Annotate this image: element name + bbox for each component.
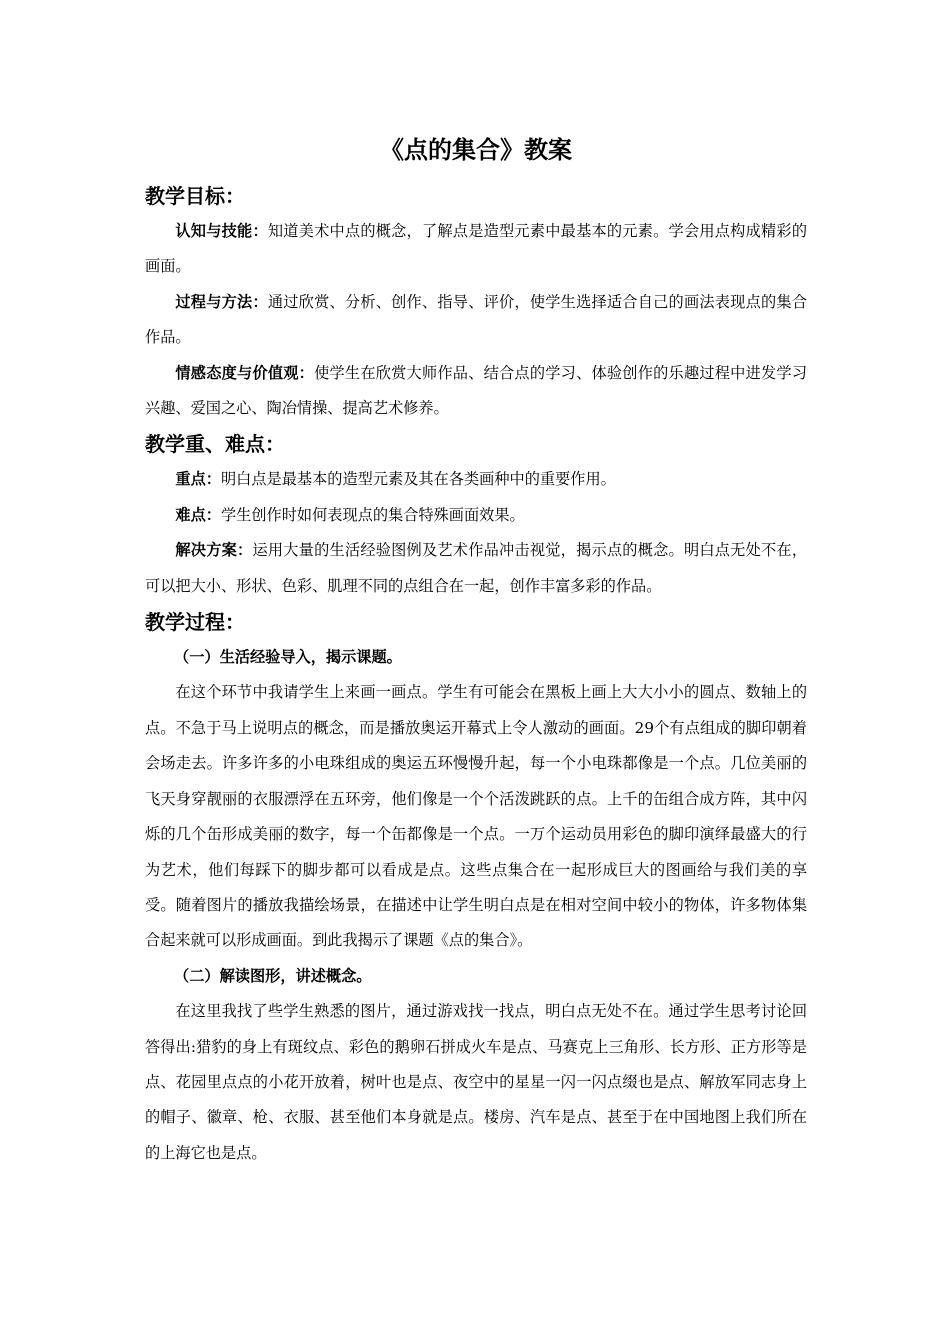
- keypoint-label: 解决方案：: [175, 541, 253, 560]
- goal-label: 情感态度与价值观：: [175, 363, 315, 382]
- process-section2-text: 在这里我找了些学生熟悉的图片，通过游戏找一找点，明白点无处不在。通过学生思考讨论回答得出:猎豹的身上有斑纹点、彩色的鹅卵石拼成火车是点、马赛克上三角形、长方形、正方形等是点、花园里点点的小花开放着，树叶也是点、夜空中的星星一闪一闪点缀也是点、解放军同志身上的帽子、徽章、枪、衣服、甚至他们本身就是点。楼房、汽车是点、甚至于在中国地图上我们所在的上海它也是点。: [145, 1002, 807, 1162]
- keypoint-text: 学生创作时如何表现点的集合特殊画面效果。: [220, 505, 525, 524]
- keypoint-solution: [145, 533, 807, 604]
- keypoint-difficulty: [145, 498, 807, 533]
- goal-label: 过程与方法：: [175, 292, 268, 311]
- keypoint-focus: [145, 462, 807, 497]
- goal-text: 使学生在欣赏大师作品、结合点的学习、体验创作的乐趣过程中进发学习兴趣、爱国之心、陶冶情操、提高艺术修养。: [145, 363, 808, 418]
- goals-heading: 教学目标：: [145, 184, 245, 208]
- document-page: [145, 128, 807, 1171]
- goal-text: 知道美术中点的概念，了解点是造型元素中最基本的元素。学会用点构成精彩的画面。: [145, 222, 808, 276]
- keypoint-label: 难点：: [175, 505, 221, 524]
- process-section1-text: 在这个环节中我请学生上来画一画点。学生有可能会在黑板上画上大大小小的圆点、数轴上的点。不急于马上说明点的概念，而是播放奥运开幕式上令人激动的画面。29个有点组成的脚印朝着会场走去。许多许多的小电珠组成的奥运五环慢慢升起，每一个小电珠都像是一个点。几位美丽的飞天身穿靓丽的衣服漂浮在五环旁，他们像是一个个活泼跳跃的点。上千的缶组合成方阵，其中闪烁的几个缶形成美丽的数字，每一个缶都像是一个点。一万个运动员用彩色的脚印演绎最盛大的行为艺术，他们每踩下的脚步都可以看成是点。这些点集合在一起形成巨大的图画给与我们美的享受。随着图片的播放我描绘场景，在描述中让学生明白点是在相对空间中较小的物体，许多物体集合起来就可以形成画面。到此我揭示了课题《点的集合》。: [145, 683, 807, 950]
- goal-attitude: [145, 356, 807, 427]
- process-section1-title: （一）生活经验导入，揭示课题。: [174, 648, 402, 667]
- keypoints-heading: 教学重、难点：: [145, 432, 285, 457]
- goal-text: 通过欣赏、分析、创作、指导、评价，使学生选择适合自己的画法表现点的集合作品。: [145, 292, 808, 347]
- process-heading: 教学过程：: [145, 610, 245, 635]
- keypoint-text: 明白点是最基本的造型元素及其在各类画种中的重要作用。: [220, 470, 616, 489]
- keypoint-label: 重点：: [175, 470, 221, 489]
- document-title: 《点的集合》教案: [380, 136, 572, 164]
- goal-label: 认知与技能：: [175, 222, 268, 240]
- goal-cognition: [145, 214, 807, 285]
- process-section2-title: （二）解读图形，讲述概念。: [174, 966, 372, 985]
- keypoint-text: 运用大量的生活经验图例及艺术作品冲击视觉，揭示点的概念。明白点无处不在，可以把大小、形状、色彩、肌理不同的点组合在一起，创作丰富多彩的作品。: [145, 541, 808, 595]
- goal-process: [145, 285, 807, 356]
